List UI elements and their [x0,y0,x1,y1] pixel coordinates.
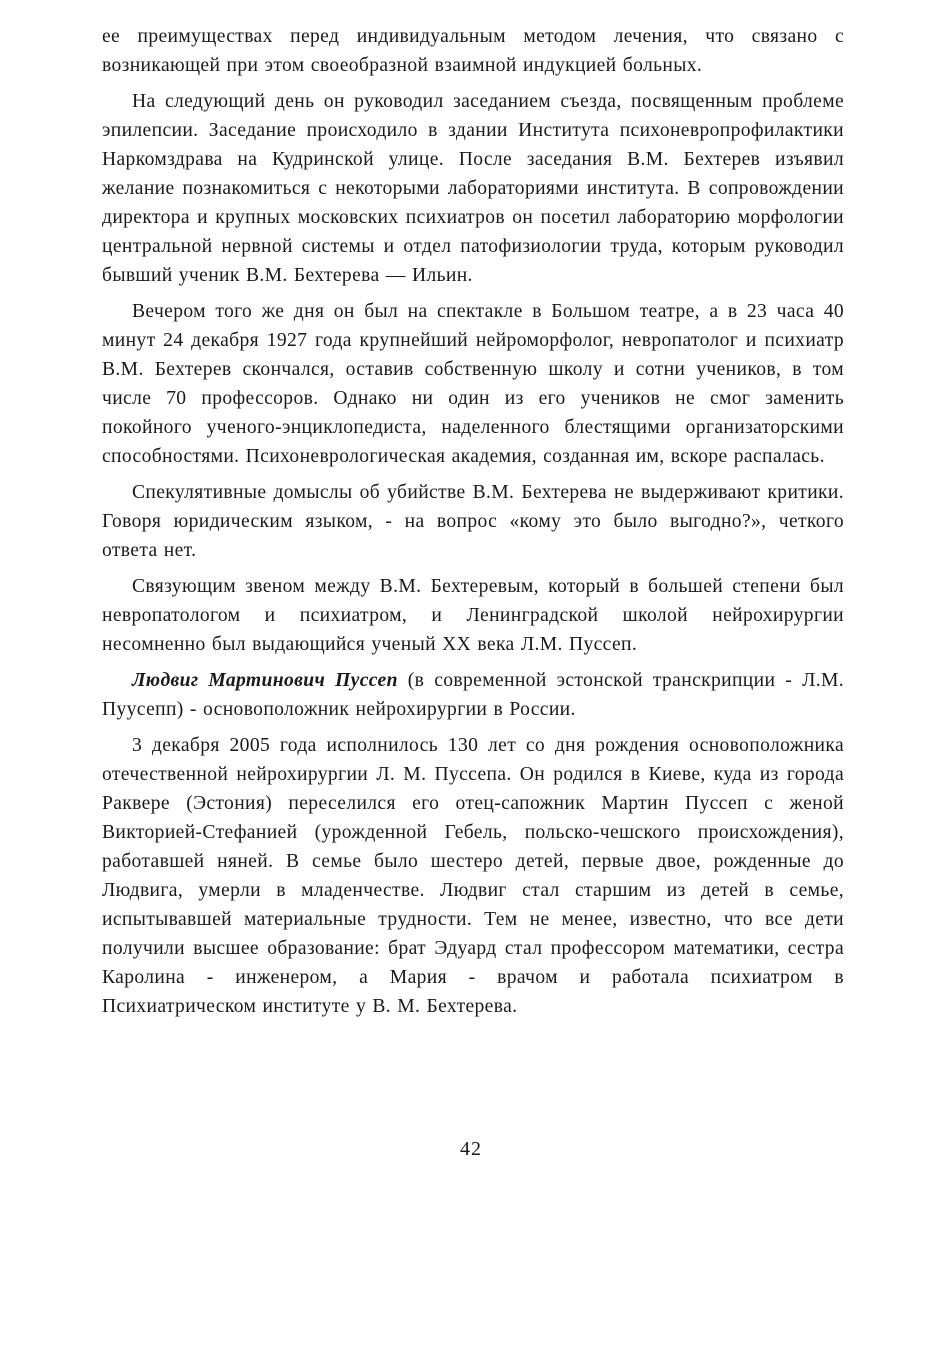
paragraph-5: Связующим звеном между В.М. Бехтеревым, который в большей степени был невропатологом и психиатром, и Ленинградской школой нейрохирургии несомненно был выдающийся ученый XX века Л.М. Пуссеп. [102,576,844,655]
page-body [102,22,844,1028]
person-name-lead: Людвиг Мартинович Пуссеп [132,670,398,691]
paragraph-6-text: (в современной эстонской транскрипции - Л.М. Пуусепп) - основоположник нейрохирургии в России. [102,670,844,720]
paragraph-4: Спекулятивные домыслы об убийстве В.М. Бехтерева не выдерживают критики. Говоря юридическим языком, - на вопрос «кому это было выгодно?», четкого ответа нет. [102,482,844,561]
paragraph-2: На следующий день он руководил заседанием съезда, посвященным проблеме эпилепсии. Заседание происходило в здании Института психоневропрофилактики Наркомздрава на Кудринской улице. После заседания В.М. Бехтерев изъявил желание познакомиться с некоторыми лабораториями института. В сопровождении директора и крупных московских психиатров он посетил лабораторию морфологии центральной нервной системы и отдел патофизиологии труда, которым руководил бывший ученик В.М. Бехтерева — Ильин. [102,91,844,286]
paragraph-3: Вечером того же дня он был на спектакле в Большом театре, а в 23 часа 40 минут 24 декабря 1927 года крупнейший нейроморфолог, невропатолог и психиатр В.М. Бехтерев скончался, оставив собственную школу и сотни учеников, в том числе 70 профессоров. Однако ни один из его учеников не смог заменить покойного ученого-энциклопедиста, наделенного блестящими организаторскими способностями. Психоневрологическая академия, созданная им, вскоре распалась. [102,301,844,467]
paragraph-1: ее преимуществах перед индивидуальным методом лечения, что связано с возникающей при этом своеобразной взаимной индукцией больных. [102,26,844,76]
page-number: 42 [460,1138,482,1160]
paragraph-7: 3 декабря 2005 года исполнилось 130 лет со дня рождения основоположника отечественной нейрохирургии Л. М. Пуссепа. Он родился в Киеве, куда из города Раквере (Эстония) переселился его отец-сапожник Мартин Пуссеп с женой Викторией-Стефанией (урожденной Гебель, польско-чешского происхождения), работавшей няней. В семье было шестеро детей, первые двое, рожденные до Людвига, умерли в младенчестве. Людвиг стал старшим из детей в семье, испытывавшей материальные трудности. Тем не менее, известно, что все дети получили высшее образование: брат Эдуард стал профессором математики, сестра Каролина - инженером, а Мария - врачом и работала психиатром в Психиатрическом институте у В. М. Бехтерева. [102,735,844,1017]
paragraph-6 [102,666,844,724]
